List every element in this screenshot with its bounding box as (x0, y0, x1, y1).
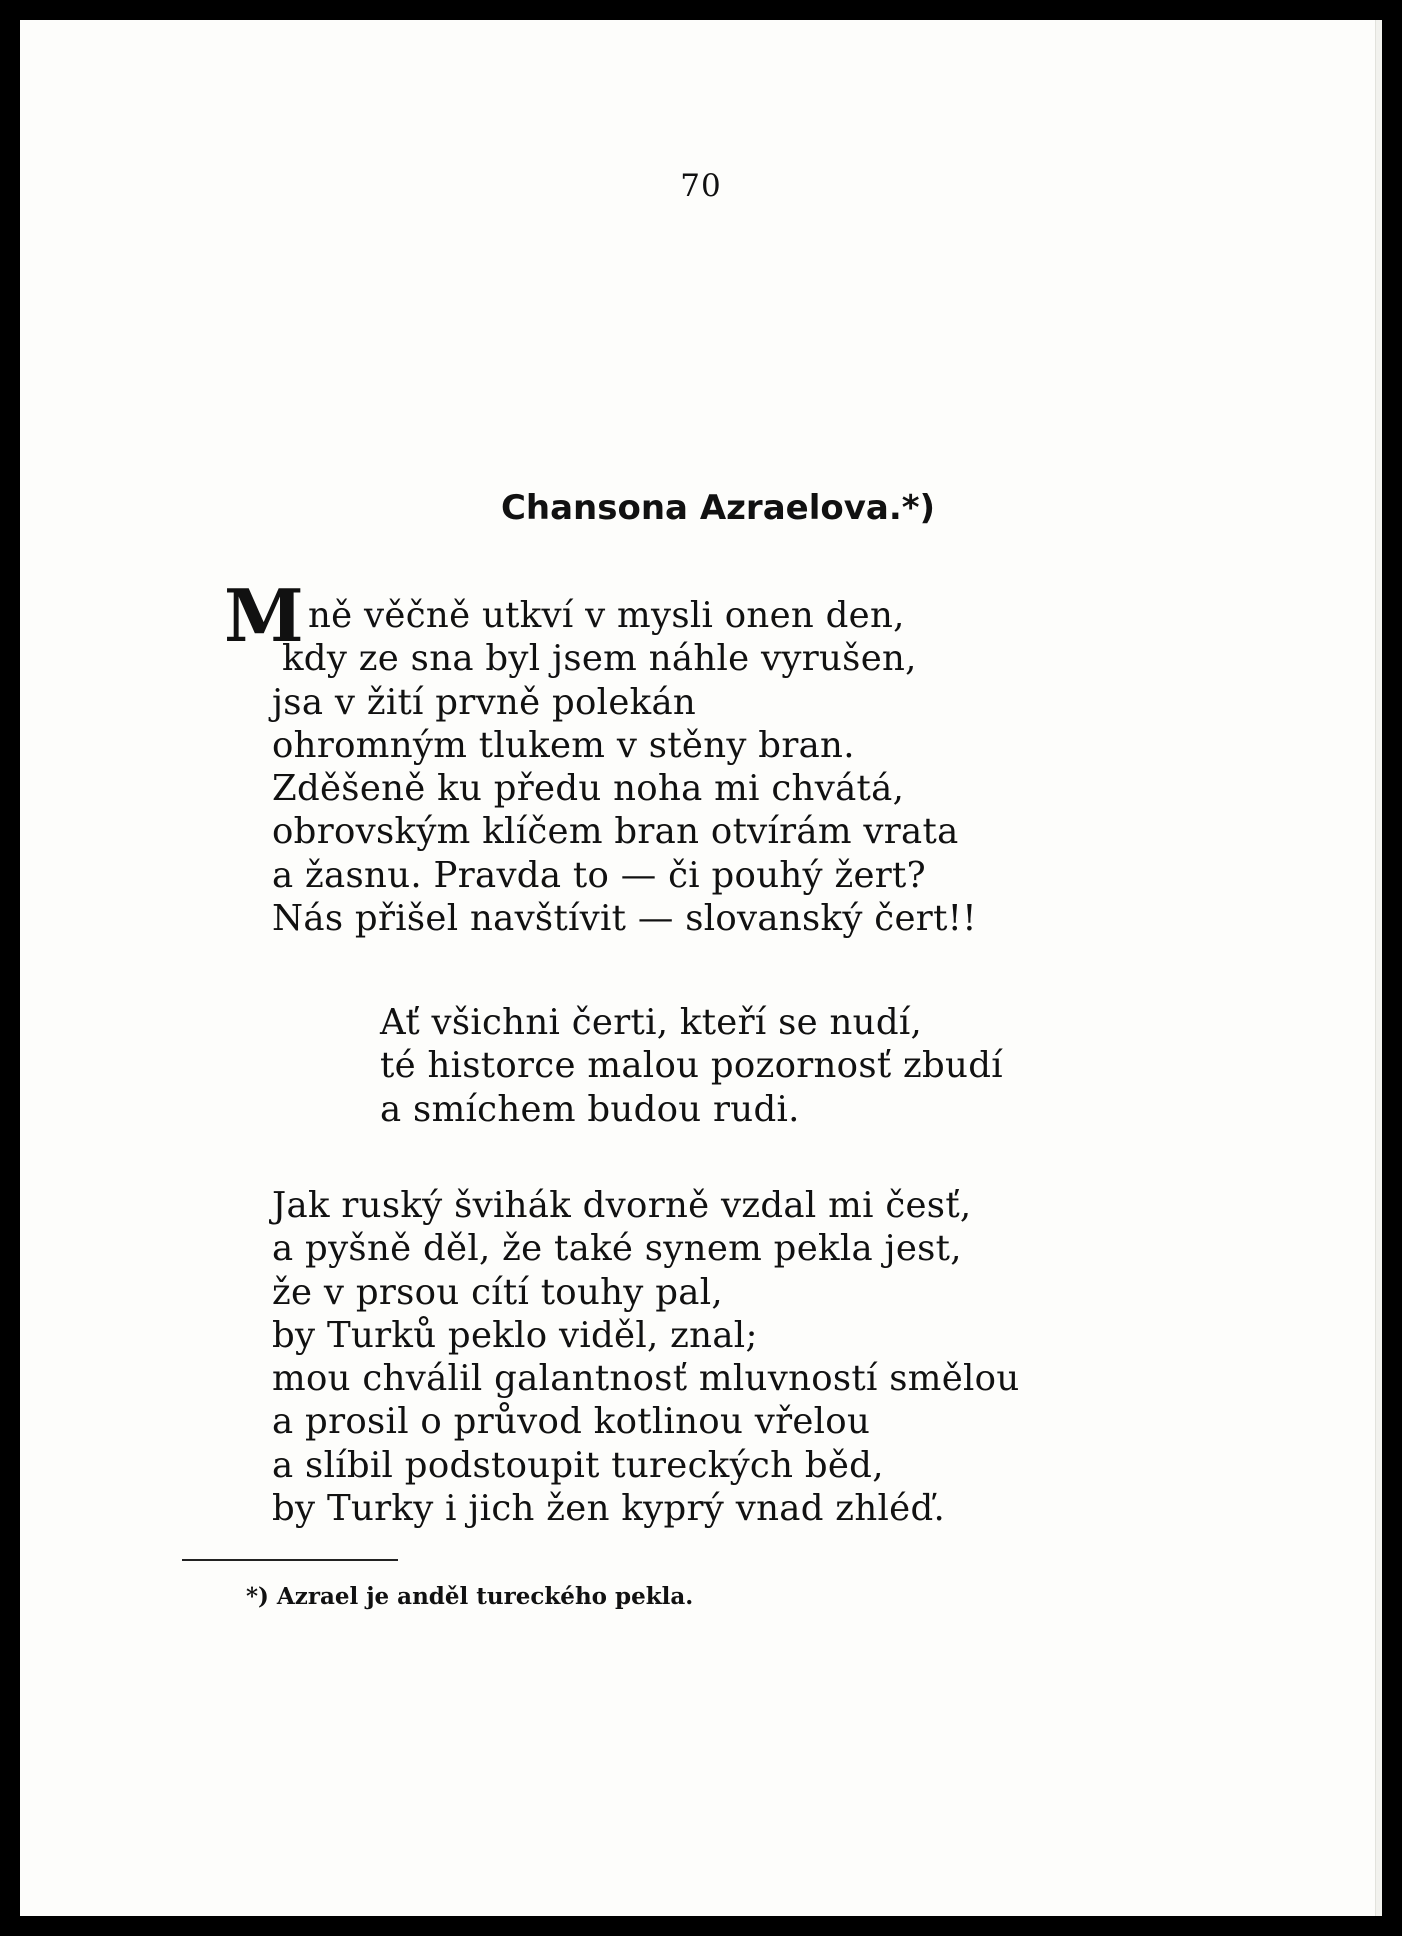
poem-line: že v prsou cítí touhy pal, (272, 1271, 723, 1313)
poem-line: a smíchem budou rudi. (380, 1088, 800, 1130)
poem-line: Ať všichni čerti, kteří se nudí, (380, 1002, 923, 1043)
stanza-3 (272, 1184, 1020, 1530)
page-number: 70 (680, 168, 722, 204)
poem-line: ohromným tlukem v stěny bran. (272, 724, 855, 766)
poem-line: Zděšeně ku předu noha mi chvátá, (272, 768, 905, 810)
poem-title: Chansona Azraelova.*) (500, 488, 936, 528)
poem-line: kdy ze sna byl jsem náhle vyrušen, (282, 638, 917, 680)
book-page (20, 20, 1382, 1916)
footnote: *) Azrael je anděl tureckého pekla. (246, 1583, 694, 1610)
footnote-divider (182, 1559, 398, 1561)
drop-cap-initial: M (224, 573, 304, 658)
page-edge (1375, 20, 1382, 1916)
poem-line: by Turků peklo viděl, znal; (272, 1314, 758, 1356)
poem-line: ně věčně utkví v mysli onen den, (308, 595, 905, 636)
poem-line: jsa v žití prvně polekán (272, 681, 697, 723)
poem-line: a žasnu. Pravda to — či pouhý žert? (272, 854, 926, 896)
poem-line: obrovským klíčem bran otvírám vrata (272, 811, 959, 853)
poem-line: té historce malou pozornosť zbudí (380, 1045, 1003, 1087)
stanza-1 (272, 594, 977, 940)
poem-line: a prosil o průvod kotlinou vřelou (272, 1401, 871, 1443)
stanza-2 (380, 1001, 1003, 1131)
poem-line: a pyšně děl, že také synem pekla jest, (272, 1228, 962, 1270)
poem-line: Jak ruský švihák dvorně vzdal mi česť, (272, 1185, 972, 1226)
poem-line: by Turky i jich žen kyprý vnad zhléď. (272, 1488, 946, 1530)
poem-line: mou chválil galantnosť mluvností smělou (272, 1358, 1020, 1400)
poem-line: Nás přišel navštívit — slovanský čert!! (272, 898, 977, 940)
poem-line: a slíbil podstoupit tureckých běd, (272, 1444, 884, 1486)
